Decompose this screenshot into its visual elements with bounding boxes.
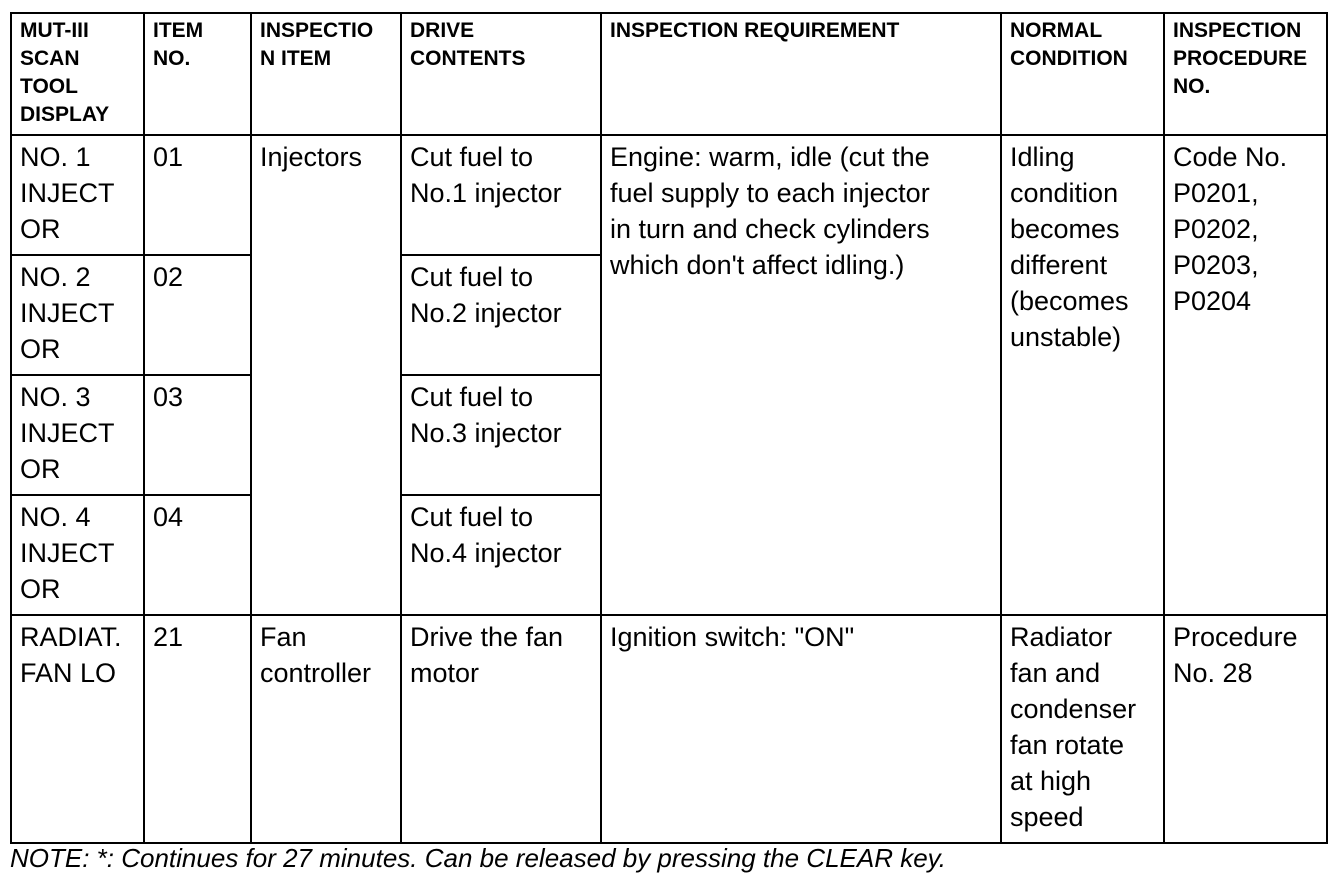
header-row: [11, 13, 1327, 135]
header-inspection-requirement: INSPECTION REQUIREMENT: [601, 13, 1001, 135]
inspection-item-cell-fan: Fan controller: [251, 615, 401, 843]
normal-condition-cell-injectors: Idling condition becomes different (becomes unstable): [1001, 135, 1164, 615]
actuator-test-table: [10, 12, 1328, 844]
scan-display-cell: NO. 2 INJECT OR: [11, 255, 144, 375]
footnote: NOTE: *: Continues for 27 minutes. Can be released by pressing the CLEAR key.: [10, 843, 946, 873]
inspection-item-cell-injectors: Injectors: [251, 135, 401, 615]
drive-contents-cell: Drive the fan motor: [401, 615, 601, 843]
item-no-cell: 02: [144, 255, 251, 375]
item-no-cell: 01: [144, 135, 251, 255]
header-inspection-item: INSPECTIO N ITEM: [251, 13, 401, 135]
scan-display-cell: RADIAT. FAN LO: [11, 615, 144, 843]
scan-display-cell: NO. 4 INJECT OR: [11, 495, 144, 615]
table-row-injector-1: [11, 135, 1327, 255]
header-drive-contents: DRIVE CONTENTS: [401, 13, 601, 135]
drive-contents-cell: Cut fuel to No.2 injector: [401, 255, 601, 375]
procedure-no-cell-injectors: Code No. P0201, P0202, P0203, P0204: [1164, 135, 1327, 615]
scan-display-cell: NO. 3 INJECT OR: [11, 375, 144, 495]
header-item-no: ITEM NO.: [144, 13, 251, 135]
normal-condition-cell-fan: Radiator fan and condenser fan rotate at high speed: [1001, 615, 1164, 843]
table-row-radiator-fan: [11, 615, 1327, 843]
inspection-requirement-cell-injectors: Engine: warm, idle (cut the fuel supply to each injector in turn and check cylinders which don't affect idling.): [601, 135, 1001, 615]
header-normal-condition: NORMAL CONDITION: [1001, 13, 1164, 135]
drive-contents-cell: Cut fuel to No.3 injector: [401, 375, 601, 495]
inspection-requirement-cell-fan: Ignition switch: "ON": [601, 615, 1001, 843]
item-no-cell: 03: [144, 375, 251, 495]
scan-display-cell: NO. 1 INJECT OR: [11, 135, 144, 255]
item-no-cell: 04: [144, 495, 251, 615]
procedure-no-cell-fan: Procedure No. 28: [1164, 615, 1327, 843]
header-inspection-procedure-no: INSPECTION PROCEDURE NO.: [1164, 13, 1327, 135]
item-no-cell: 21: [144, 615, 251, 843]
header-scan-tool-display: MUT-III SCAN TOOL DISPLAY: [11, 13, 144, 135]
drive-contents-cell: Cut fuel to No.4 injector: [401, 495, 601, 615]
drive-contents-cell: Cut fuel to No.1 injector: [401, 135, 601, 255]
